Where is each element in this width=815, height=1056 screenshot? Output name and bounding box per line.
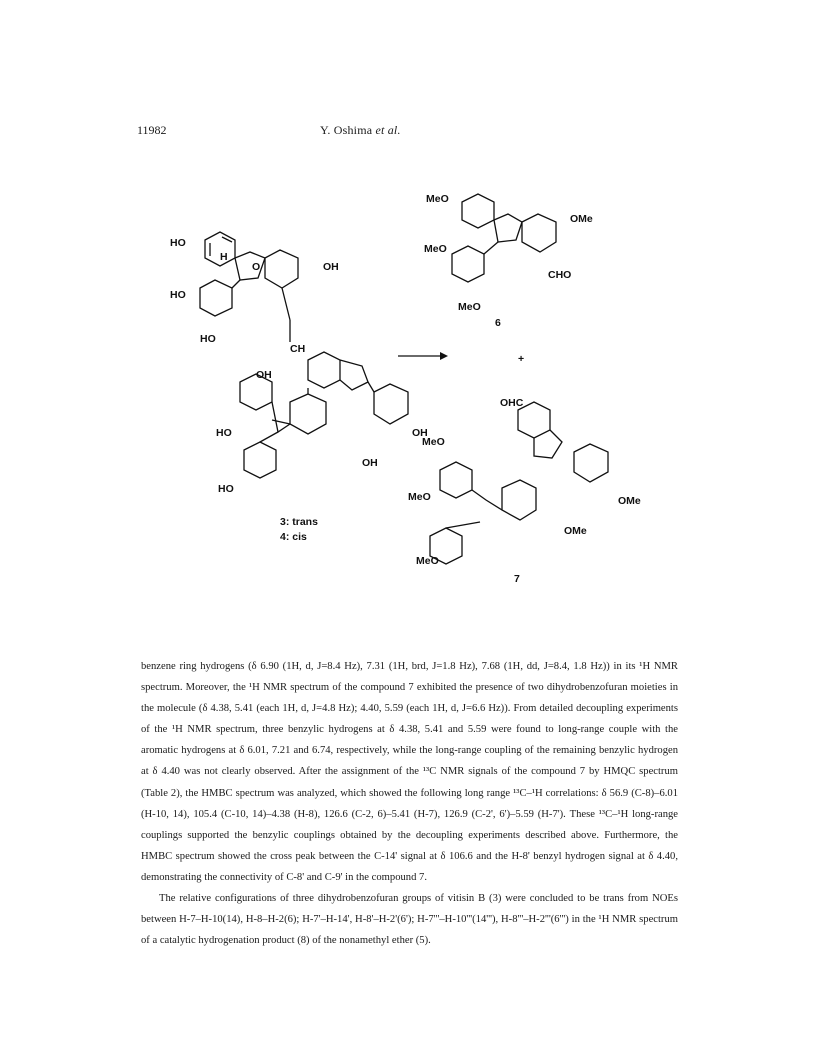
compound-6-number: 6	[495, 317, 501, 329]
compound-4-label: 4: cis	[280, 531, 307, 543]
label-ho-1: HO	[170, 237, 186, 249]
label-o-1: O	[252, 261, 261, 273]
label-meo-6a: MeO	[426, 193, 449, 205]
label-meo-7a: MeO	[422, 436, 445, 448]
reaction-arrow	[398, 352, 448, 360]
compound-3-label: 3: trans	[280, 516, 318, 528]
paragraph-1: benzene ring hydrogens (δ 6.90 (1H, d, J=8.4 Hz), 7.31 (1H, brd, J=1.8 Hz), 7.68 (1H, dd, J=8.4, 1.8 Hz)) in its ¹H NMR spectrum. Moreover, the ¹H NMR spectrum of the compound 7 exhibited the presence of two dihydrobenzofuran moieties in the molecule (δ 4.38, 5.41 (each 1H, d, J=4.8 Hz); 4.40, 5.59 (each 1H, d, J=6.6 Hz)). From detailed decoupling experiments of the ¹H NMR spectrum, three benzylic hydrogens at δ 4.38, 5.41 and 5.59 were found to long-range couple with the aromatic hydrogens at δ 6.01, 7.21 and 6.74, respectively, while the long-range coupling of the remaining benzylic hydrogen at δ 4.40 was not clearly observed. After the assignment of the ¹³C NMR signals of the compound 7 by HMQC spectrum (Table 2), the HMBC spectrum was analyzed, which showed the following long range ¹³C–¹H correlations: δ 56.9 (C-8)–6.01 (H-10, 14), 105.4 (C-10, 14)–4.38 (H-8), 126.6 (C-2, 6)–5.41 (H-7), 126.9 (C-2', 6')–5.59 (H-7'). These ¹³C–¹H long-range couplings supported the benzylic couplings obtained by the decoupling experiments described above. Furthermore, the HMBC spectrum showed the cross peak between the C-14' signal at δ 106.6 and the H-8' benzyl hydrogen signal at δ 4.40, demonstrating the connectivity of C-8' and C-9' in the compound 7.	[141, 661, 678, 883]
label-ohc: OHC	[500, 397, 524, 409]
body-text	[141, 656, 678, 951]
label-meo-6b: MeO	[424, 243, 447, 255]
label-meo-7c: MeO	[416, 555, 439, 567]
label-ch: CH	[290, 343, 306, 355]
author-suffix: et al.	[375, 123, 401, 137]
label-ome-6: OMe	[570, 213, 593, 225]
label-cho: CHO	[548, 269, 572, 281]
page-number: 11982	[137, 123, 167, 137]
label-meo-7b: MeO	[408, 491, 431, 503]
label-oh-4: OH	[362, 457, 378, 469]
running-head	[320, 123, 401, 138]
label-ho-5: HO	[218, 483, 234, 495]
structure-7	[430, 402, 608, 564]
label-oh-1: OH	[323, 261, 339, 273]
compound-7-number: 7	[514, 573, 520, 585]
label-meo-6c: MeO	[458, 301, 481, 313]
label-oh-3: OH	[412, 427, 428, 439]
label-ome-7a: OMe	[618, 495, 641, 507]
label-ho-3: HO	[200, 333, 216, 345]
label-ho-2: HO	[170, 289, 186, 301]
structure-3-4	[200, 232, 408, 478]
reaction-scheme	[140, 170, 680, 600]
label-ome-7b: OMe	[564, 525, 587, 537]
plus-sign: +	[518, 353, 525, 365]
label-h-7p: H	[220, 251, 228, 263]
label-oh-2: OH	[256, 369, 272, 381]
structure-6	[452, 194, 556, 282]
author-name: Y. Oshima	[320, 123, 373, 137]
paragraph-2: The relative configurations of three dihydrobenzofuran groups of vitisin B (3) were concluded to be trans from NOEs between H-7–H-10(14), H-8–H-2(6); H-7'–H-14', H-8'–H-2'(6'); H-7'''–H-10'''(14'''), H-8'''–H-2'''(6''') in the ¹H NMR spectrum of a catalytic hydrogenation product (8) of the nonamethyl ether (5).	[141, 893, 678, 947]
label-ho-4: HO	[216, 427, 232, 439]
